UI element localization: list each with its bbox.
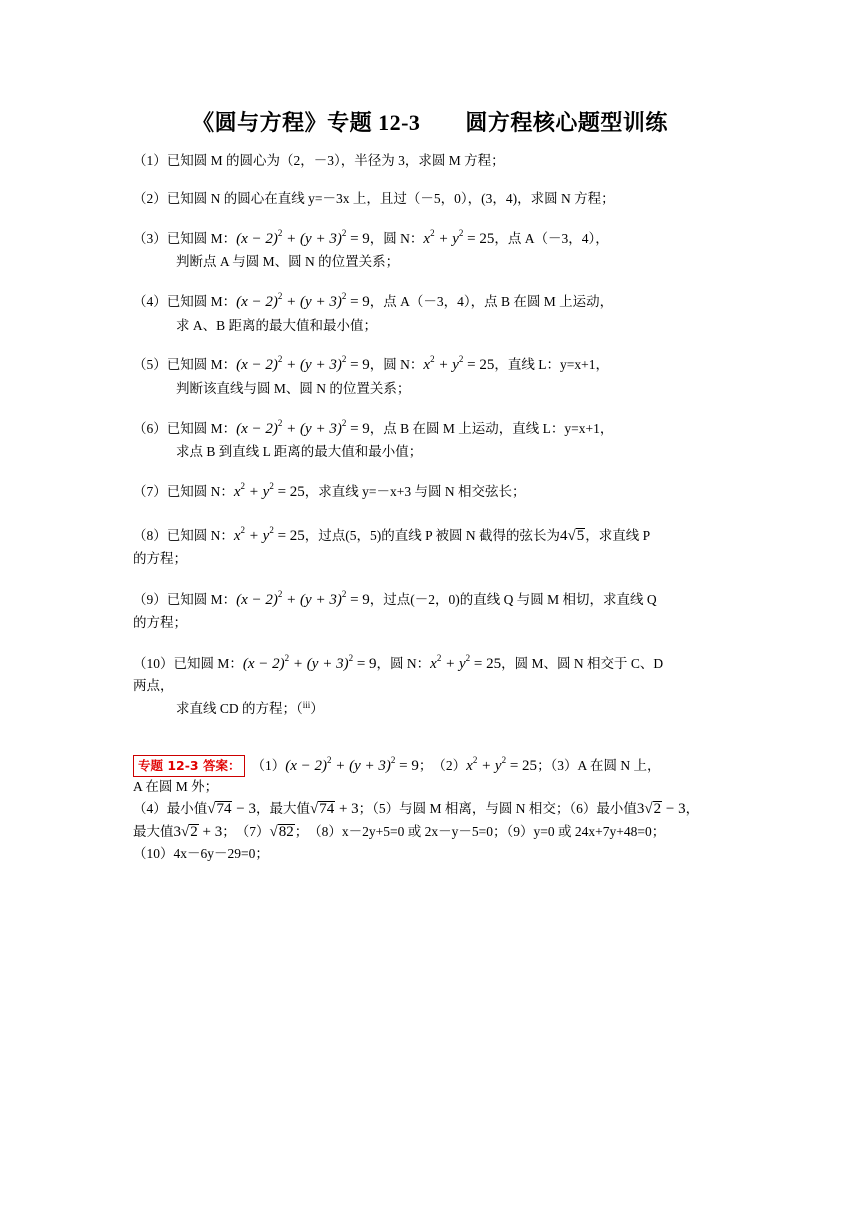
circle-n-equation: $x^2 + y^2 = 25$ (430, 653, 502, 672)
question-10: （10）已知圆 M：$(x - 2)^2 + (y + 3)^2 = 9$，圆 N：$x^2 + y^2 = 25$，圆 M、圆 N 相交于 C、D (133, 653, 664, 672)
answer-line-2: A 在圆 M 外； (133, 779, 219, 794)
question-5: （5）已知圆 M：$(x - 2)^2 + (y + 3)^2 = 9$，圆 N：$x^2 + y^2 = 25$，直线 L：y=x+1， (133, 354, 609, 373)
circle-n-equation: $x^2 + y^2 = 25$ (423, 354, 495, 373)
question-2: （2）已知圆 N 的圆心在直线 y=－3x 上，且过（－5，0），(3，4)，求圆 N 方程； (133, 191, 615, 206)
circle-m-equation: $(x - 2)^2 + (y + 3)^2 = 9$ (236, 291, 370, 310)
answer-6-min: 3√2 − 3 (636, 801, 686, 817)
answer-7-value: √82 (269, 824, 294, 840)
answer-1-equation: $(x - 2)^2 + (y + 3)^2 = 9$ (285, 755, 419, 774)
question-4-cont: 求 A、B 距离的最大值和最小值； (176, 318, 378, 333)
answer-4-max: √74 + 3 (309, 801, 359, 817)
question-9-cont: 的方程； (133, 615, 187, 630)
answer-2-equation: $x^2 + y^2 = 25$ (466, 755, 538, 774)
question-9: （9）已知圆 M：$(x - 2)^2 + (y + 3)^2 = 9$，过点(－2，0)的直线 Q 与圆 M 相切，求直线 Q (133, 589, 657, 608)
answer-tag: 专题 12-3 答案： (133, 755, 245, 777)
question-6: （6）已知圆 M：$(x - 2)^2 + (y + 3)^2 = 9$，点 B 在圆 M 上运动，直线 L：y=x+1， (133, 418, 614, 437)
question-8-cont: 的方程； (133, 551, 187, 566)
chord-length: 4√5 (560, 528, 585, 544)
answer-6-max: 3√2 + 3 (173, 824, 223, 840)
answer-line-5: （10）4x－6y－29=0； (133, 846, 269, 861)
answer-line-1: 专题 12-3 答案： $(1)(x - 2)^2 + (y + 3)^2 = 9$； $(2)x^2 + y^2 = 25$；（3）A 在圆 N 上， (133, 755, 660, 777)
answer-4-min: √74 − 3 (207, 801, 256, 817)
page-title: 《圆与方程》专题 12-3 圆方程核心题型训练 (192, 110, 668, 135)
circle-m-equation: $(x - 2)^2 + (y + 3)^2 = 9$ (236, 589, 370, 608)
question-3: （3）已知圆 M：$(x - 2)^2 + (y + 3)^2 = 9$，圆 N：$x^2 + y^2 = 25$，点 A（－3，4）， (133, 228, 609, 247)
question-4: （4）已知圆 M：$(x - 2)^2 + (y + 3)^2 = 9$，点 A（－3，4），点 B 在圆 M 上运动， (133, 291, 614, 310)
question-3-cont: 判断点 A 与圆 M、圆 N 的位置关系； (176, 254, 400, 269)
question-10-cont-2: 求直线 CD 的方程；（$^{iii}$） (176, 700, 324, 716)
circle-n-equation: $x^2 + y^2 = 25$ (423, 228, 495, 247)
answer-line-4: 最大值3√2 + 3； （7）√82； （8）x－2y+5=0 或 2x－y－5=0；（9）y=0 或 24x+7y+48=0； (133, 824, 666, 840)
question-1: （1）已知圆 M 的圆心为（2，－3），半径为 3，求圆 M 方程； (133, 153, 505, 168)
circle-m-equation: $(x - 2)^2 + (y + 3)^2 = 9$ (236, 354, 370, 373)
question-6-cont: 求点 B 到直线 L 距离的最大值和最小值； (176, 444, 423, 459)
circle-m-equation: $(x - 2)^2 + (y + 3)^2 = 9$ (242, 653, 377, 672)
circle-m-equation: $(x - 2)^2 + (y + 3)^2 = 9$ (236, 228, 370, 247)
question-5-cont: 判断该直线与圆 M、圆 N 的位置关系； (176, 381, 411, 396)
question-8: （8）已知圆 N：$x^2 + y^2 = 25$，过点(5，5)的直线 P 被圆 N 截得的弦长为4√5，求直线 P (133, 525, 651, 544)
question-10-cont: 两点， (133, 678, 174, 693)
circle-n-equation: $x^2 + y^2 = 25$ (233, 481, 305, 500)
footnote-marker[interactable]: iii (302, 700, 311, 710)
circle-m-equation: $(x - 2)^2 + (y + 3)^2 = 9$ (236, 418, 370, 437)
answer-line-3: （4）最小值√74 − 3，最大值√74 + 3；（5）与圆 M 相离，与圆 N 相交；（6）最小值3√2 − 3， (133, 801, 700, 817)
circle-n-equation: $x^2 + y^2 = 25$ (233, 525, 305, 544)
question-7: （7）已知圆 N：$x^2 + y^2 = 25$，求直线 y=－x+3 与圆 N 相交弦长； (133, 481, 526, 500)
